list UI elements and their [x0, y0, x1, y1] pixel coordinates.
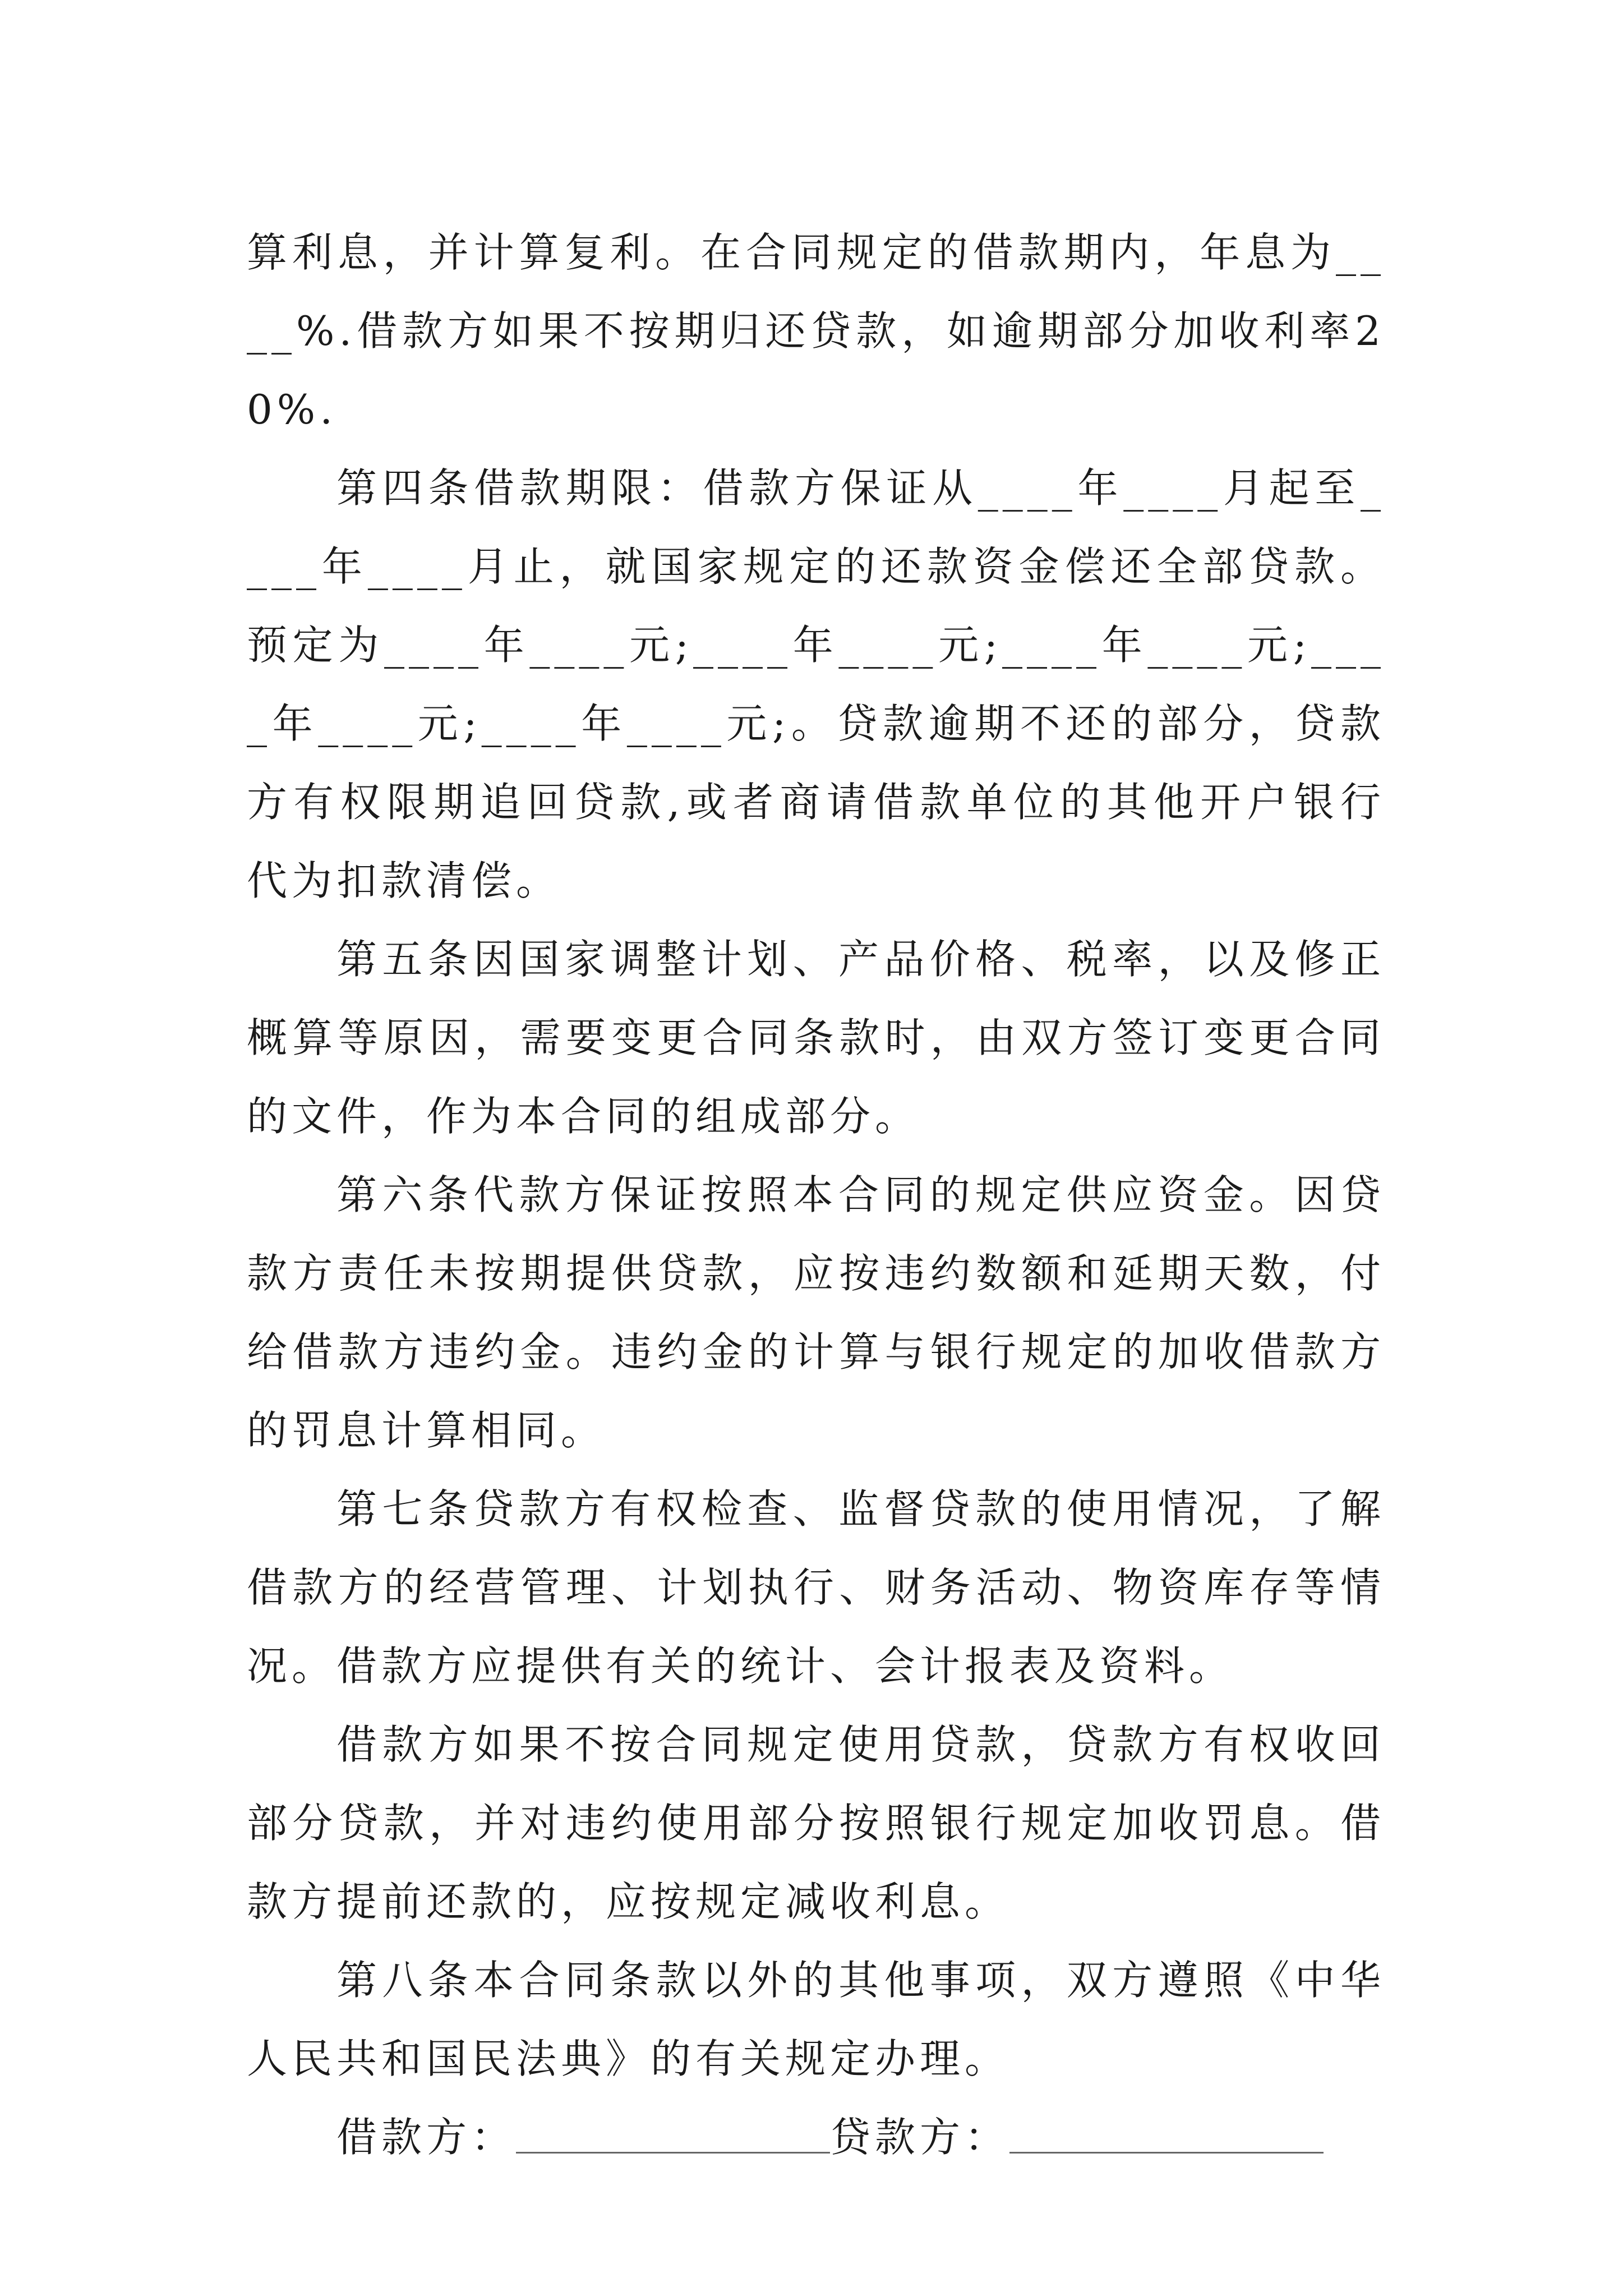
paragraph-interest-terms: 算利息，并计算复利。在合同规定的借款期内，年息为____%.借款方如果不按期归还贷款，如逾期部分加收利率20%. — [247, 229, 1385, 433]
borrower-label: 借款方： — [336, 2114, 517, 2161]
paragraph-article-8-other-matters: 第八条本合同条款以外的其他事项，双方遵照《中华人民共和国民法典》的有关规定办理。 — [247, 1957, 1385, 2082]
lender-signature-blank — [1009, 2118, 1324, 2154]
borrower-signature-blank — [516, 2118, 830, 2154]
paragraph-article-7-inspection: 第七条贷款方有权检查、监督贷款的使用情况，了解借款方的经营管理、计划执行、财务活动、物资库存等情况。借款方应提供有关的统计、会计报表及资料。 — [247, 1485, 1385, 1690]
document-body — [247, 213, 1385, 2177]
lender-label: 贷款方： — [830, 2114, 1010, 2161]
paragraph-article-5-contract-change: 第五条因国家调整计划、产品价格、税率，以及修正概算等原因，需要变更合同条款时，由双方签订变更合同的文件，作为本合同的组成部分。 — [247, 936, 1385, 1140]
signature-line — [247, 2098, 1385, 2177]
paragraph-article-6-fund-supply: 第六条代款方保证按照本合同的规定供应资金。因贷款方责任未按期提供贷款，应按违约数额和延期天数，付给借款方违约金。违约金的计算与银行规定的加收借款方的罚息计算相同。 — [247, 1171, 1385, 1454]
paragraph-misuse-penalty: 借款方如果不按合同规定使用贷款，贷款方有权收回部分贷款，并对违约使用部分按照银行规定加收罚息。借款方提前还款的，应按规定减收利息。 — [247, 1721, 1385, 1925]
paragraph-article-4-loan-term: 第四条借款期限：借款方保证从____年____月起至____年____月止，就国家规定的还款资金偿还全部贷款。预定为____年____元;____年____元;____年____元;____年____元;____年____元;。贷款逾期不还的部分，贷款方有权限期追回贷款,或者商请借款单位的其他开户银行代为扣款清偿。 — [247, 464, 1385, 904]
